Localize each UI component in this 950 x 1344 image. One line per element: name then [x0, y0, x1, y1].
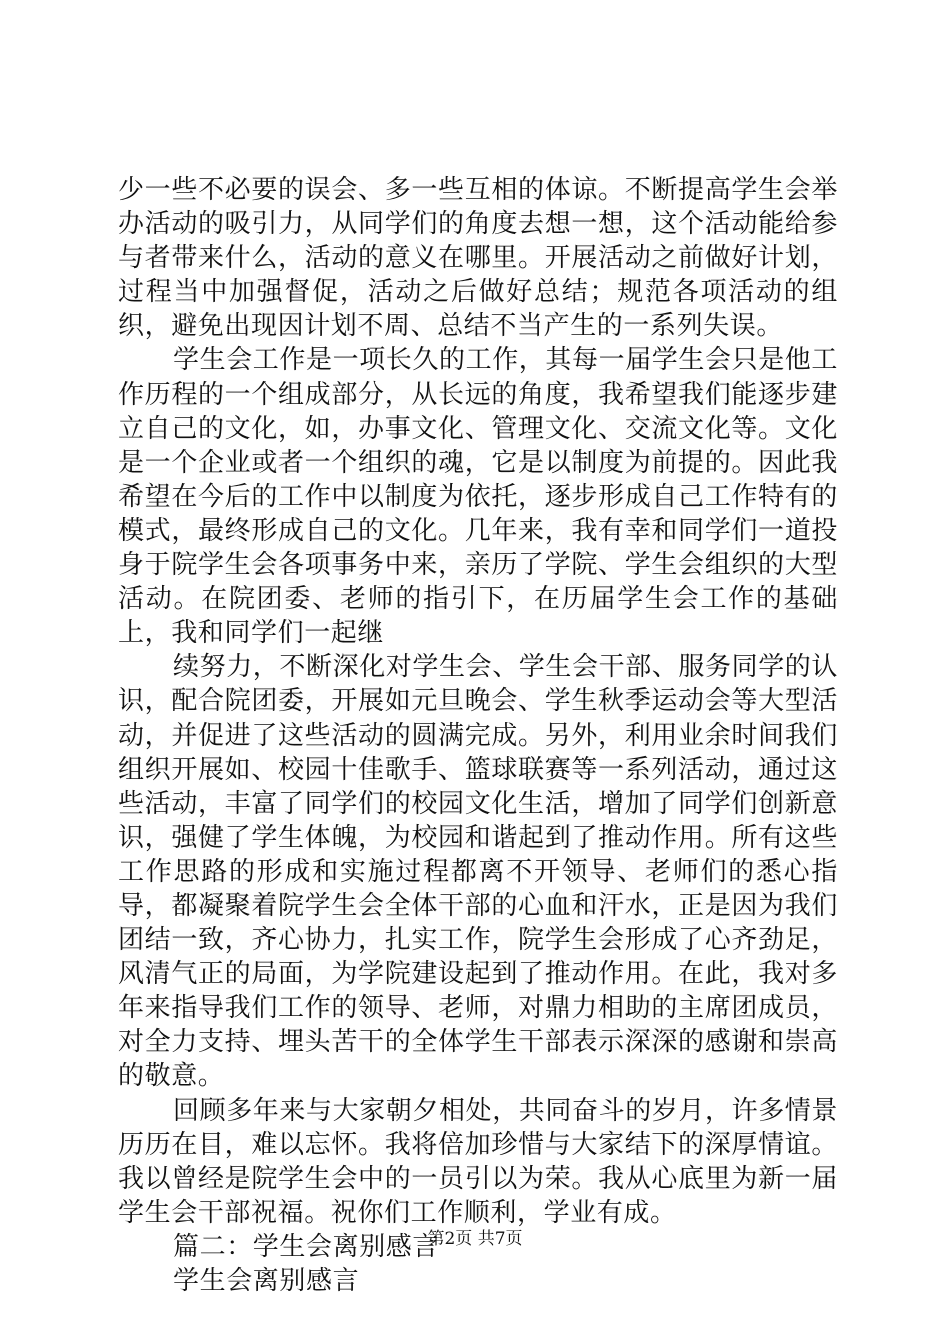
- paragraph-4: 回顾多年来与大家朝夕相处，共同奋斗的岁月，许多情景历历在目，难以忘怀。我将倍加珍惜与大家结下的深厚情谊。我以曾经是院学生会中的一员引以为荣。我从心底里为新一届学生会干部祝福。祝你们工作顺利，学业有成。: [118, 1095, 839, 1228]
- paragraph-3: 续努力，不断深化对学生会、学生会干部、服务同学的认识，配合院团委，开展如元旦晚会、学生秋季运动会等大型活动，并促进了这些活动的圆满完成。另外，利用业余时间我们组织开展如、校园十佳歌手、篮球联赛等一系列活动，通过这些活动，丰富了同学们的校园文化生活，增加了同学们创新意识，强健了学生体魄，为校园和谐起到了推动作用。所有这些工作思路的形成和实施过程都离不开领导、老师们的悉心指导，都凝聚着院学生会全体干部的心血和汗水，正是因为我们团结一致，齐心协力，扎实工作，院学生会形成了心齐劲足，风清气正的局面，为学院建设起到了推动作用。在此，我对多年来指导我们工作的领导、老师，对鼎力相助的主席团成员，对全力支持、埋头苦干的全体学生干部表示深深的感谢和崇高的敬意。: [118, 652, 839, 1092]
- section-title: 学生会离别感言: [173, 1266, 360, 1296]
- paragraph-1: 少一些不必要的误会、多一些互相的体谅。不断提高学生会举办活动的吸引力，从同学们的角度去想一想，这个活动能给参与者带来什么，活动的意义在哪里。开展活动之前做好计划，过程当中加强督促，活动之后做好总结；规范各项活动的组织，避免出现因计划不周、总结不当产生的一系列失误。: [118, 175, 838, 342]
- paragraph-2: 学生会工作是一项长久的工作，其每一届学生会只是他工作历程的一个组成部分，从长远的角度，我希望我们能逐步建立自己的文化，如，办事文化、管理文化、交流文化等。文化是一个企业或者一个组织的魂，它是以制度为前提的。因此我希望在今后的工作中以制度为依托，逐步形成自己工作特有的模式，最终形成自己的文化。几年来，我有幸和同学们一道投身于院学生会各项事务中来，亲历了学院、学生会组织的大型活动。在院团委、老师的指引下，在历届学生会工作的基础上，我和同学们一起继: [118, 345, 839, 649]
- section-heading: 篇二：学生会离别感言: [173, 1231, 440, 1262]
- document-body: [118, 173, 838, 1298]
- page-footer: 第2页 共7页: [427, 1229, 523, 1249]
